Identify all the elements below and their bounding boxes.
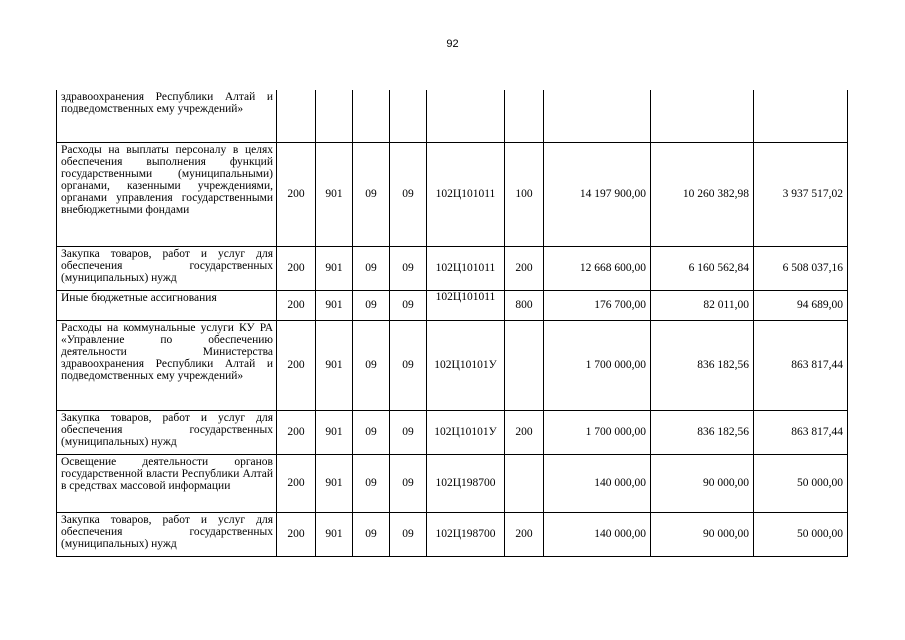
cell-v1: 1 700 000,00 xyxy=(544,410,651,454)
cell-c1 xyxy=(277,90,316,142)
cell-c1: 200 xyxy=(277,142,316,246)
cell-v1: 176 700,00 xyxy=(544,290,651,320)
cell-v2 xyxy=(651,90,754,142)
cell-code: 102Ц101011 xyxy=(427,246,505,290)
cell-c1: 200 xyxy=(277,290,316,320)
cell-c2: 901 xyxy=(316,410,353,454)
table-row xyxy=(57,512,848,556)
cell-c3: 09 xyxy=(353,290,390,320)
table-row xyxy=(57,142,848,246)
cell-c3: 09 xyxy=(353,142,390,246)
cell-v1: 12 668 600,00 xyxy=(544,246,651,290)
cell-v3: 50 000,00 xyxy=(754,512,848,556)
cell-c1: 200 xyxy=(277,410,316,454)
cell-c4: 09 xyxy=(390,512,427,556)
cell-c1: 200 xyxy=(277,512,316,556)
cell-vr: 200 xyxy=(505,246,544,290)
cell-c3: 09 xyxy=(353,320,390,410)
cell-c4: 09 xyxy=(390,290,427,320)
cell-c2: 901 xyxy=(316,246,353,290)
cell-c2 xyxy=(316,90,353,142)
cell-c1: 200 xyxy=(277,454,316,512)
cell-v2: 10 260 382,98 xyxy=(651,142,754,246)
cell-c2: 901 xyxy=(316,320,353,410)
cell-v1: 140 000,00 xyxy=(544,512,651,556)
cell-v2: 6 160 562,84 xyxy=(651,246,754,290)
row-name: Закупка товаров, работ и услуг для обеспечения государственных (муниципальных) нужд xyxy=(57,512,277,556)
table-row xyxy=(57,290,848,320)
cell-v2: 836 182,56 xyxy=(651,320,754,410)
table-row xyxy=(57,246,848,290)
cell-v2: 90 000,00 xyxy=(651,454,754,512)
cell-code: 102Ц101011 xyxy=(427,290,505,320)
row-name: Закупка товаров, работ и услуг для обеспечения государственных (муниципальных) нужд xyxy=(57,246,277,290)
cell-c4: 09 xyxy=(390,320,427,410)
cell-v2: 836 182,56 xyxy=(651,410,754,454)
row-name: Иные бюджетные ассигнования xyxy=(57,290,277,320)
cell-code: 102Ц10101У xyxy=(427,410,505,454)
cell-vr xyxy=(505,454,544,512)
row-name: Расходы на выплаты персоналу в целях обеспечения выполнения функций государственными (муниципальными) органами, казенными учреждениями, органами управления государственными внебюджетными фондами xyxy=(57,142,277,246)
cell-vr: 100 xyxy=(505,142,544,246)
cell-c3: 09 xyxy=(353,512,390,556)
table-row xyxy=(57,454,848,512)
cell-vr xyxy=(505,90,544,142)
cell-c3: 09 xyxy=(353,410,390,454)
cell-v1: 14 197 900,00 xyxy=(544,142,651,246)
cell-vr xyxy=(505,320,544,410)
cell-v2: 82 011,00 xyxy=(651,290,754,320)
cell-code: 102Ц101011 xyxy=(427,142,505,246)
cell-vr: 200 xyxy=(505,512,544,556)
cell-c1: 200 xyxy=(277,320,316,410)
table-row xyxy=(57,320,848,410)
cell-v1: 1 700 000,00 xyxy=(544,320,651,410)
cell-c2: 901 xyxy=(316,142,353,246)
page-number: 92 xyxy=(446,38,459,50)
cell-c2: 901 xyxy=(316,512,353,556)
cell-v3: 863 817,44 xyxy=(754,410,848,454)
cell-c4: 09 xyxy=(390,410,427,454)
cell-v2: 90 000,00 xyxy=(651,512,754,556)
cell-v3: 3 937 517,02 xyxy=(754,142,848,246)
cell-c4: 09 xyxy=(390,454,427,512)
cell-v3: 6 508 037,16 xyxy=(754,246,848,290)
cell-vr: 800 xyxy=(505,290,544,320)
row-name: Закупка товаров, работ и услуг для обеспечения государственных (муниципальных) нужд xyxy=(57,410,277,454)
table-row xyxy=(57,410,848,454)
cell-c3: 09 xyxy=(353,454,390,512)
cell-c3 xyxy=(353,90,390,142)
row-name: Расходы на коммунальные услуги КУ РА «Управление по обеспечению деятельности Министерства здравоохранения Республики Алтай и подведомственных ему учреждений» xyxy=(57,320,277,410)
row-name: Освещение деятельности органов государственной власти Республики Алтай в средствах массовой информации xyxy=(57,454,277,512)
cell-c3: 09 xyxy=(353,246,390,290)
table-row xyxy=(57,90,848,142)
cell-v3: 94 689,00 xyxy=(754,290,848,320)
cell-code xyxy=(427,90,505,142)
budget-table xyxy=(56,90,848,557)
cell-v3: 863 817,44 xyxy=(754,320,848,410)
cell-v3: 50 000,00 xyxy=(754,454,848,512)
row-name: здравоохранения Республики Алтай и подведомственных ему учреждений» xyxy=(57,90,277,142)
cell-code: 102Ц198700 xyxy=(427,454,505,512)
cell-code: 102Ц198700 xyxy=(427,512,505,556)
cell-c2: 901 xyxy=(316,290,353,320)
cell-v3 xyxy=(754,90,848,142)
cell-c1: 200 xyxy=(277,246,316,290)
cell-v1: 140 000,00 xyxy=(544,454,651,512)
cell-c4: 09 xyxy=(390,142,427,246)
cell-c2: 901 xyxy=(316,454,353,512)
cell-c4: 09 xyxy=(390,246,427,290)
cell-c4 xyxy=(390,90,427,142)
cell-vr: 200 xyxy=(505,410,544,454)
cell-code: 102Ц10101У xyxy=(427,320,505,410)
cell-v1 xyxy=(544,90,651,142)
